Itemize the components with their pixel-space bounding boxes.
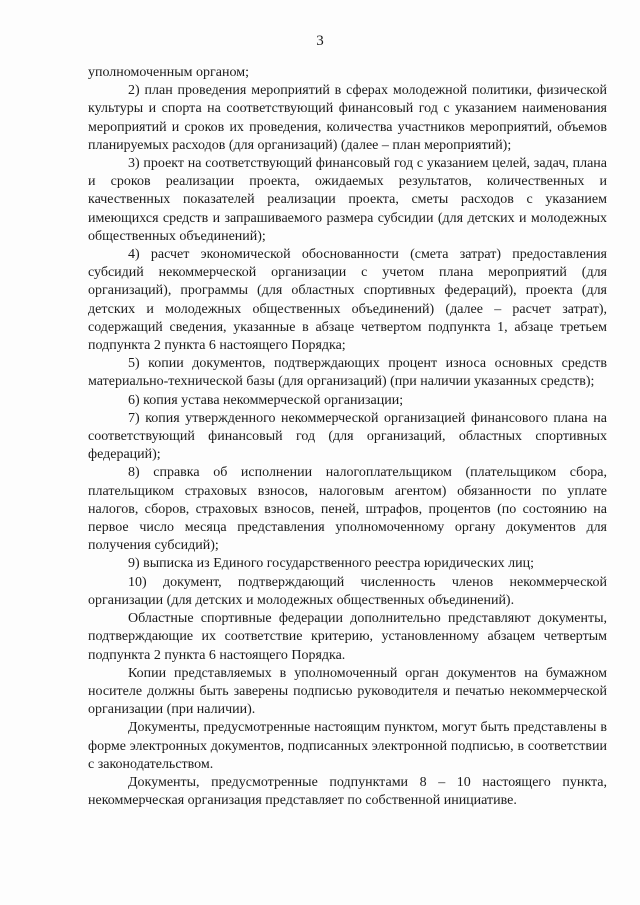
paragraph-copies-certification: Копии представляемых в уполномоченный орган документов на бумажном носителе должны быть заверены подписью руководителя и печатью некоммерческой организации (при наличии). — [88, 665, 607, 718]
paragraph-continuation: уполномоченным органом; — [88, 65, 249, 80]
paragraph-electronic-documents: Документы, предусмотренные настоящим пунктом, могут быть представлены в форме электронных документов, подписанных электронной подписью, в соответствии с законодательством. — [88, 720, 607, 772]
list-item-10-membership: 10) документ, подтверждающий численность членов некоммерческой организации (для детских и молодежных общественных объединений). — [88, 574, 607, 608]
paragraph-sport-federations: Областные спортивные федерации дополнительно представляют документы, подтверждающие их соответствие критерию, установленному абзацем четвертым подпункта 2 пункта 6 настоящего Порядка. — [88, 611, 607, 663]
paragraph-own-initiative: Документы, предусмотренные подпунктами 8 – 10 настоящего пункта, некоммерческая организация представляет по собственной инициативе. — [88, 774, 607, 809]
list-item-9-registry-extract: 9) выписка из Единого государственного реестра юридических лиц; — [128, 556, 534, 572]
list-item-6-charter: 6) копия устава некоммерческой организации; — [128, 392, 404, 408]
list-item-5-copies: 5) копии документов, подтверждающих процент износа основных средств материально-технической базы (для организаций) (при наличии указанных средств); — [88, 356, 607, 390]
list-item-8-tax-certificate: 8) справка об исполнении налогоплательщиком (плательщиком сбора, плательщиком страховых взносов, налоговым агентом) обязанности по уплате налогов, сборов, страховых взносов, пеней, штрафов, процентов (по состоянию на первое число месяца представления уполномоченному органу документов для получения субсидий); — [88, 465, 607, 554]
list-item-4-calculation: 4) расчет экономической обоснованности (смета затрат) предоставления субсидий некоммерческой организации с учетом плана мероприятий (для организаций), программы (для областных спортивных федераций), проекта (для детских и молодежных общественных объединений) (далее – расчет затрат), содержащий сведения, указанные в абзаце четвертом подпункта 1, абзаце третьем подпункта 2 пункта 6 настоящего Порядка; — [88, 247, 607, 354]
page-number: 3 — [316, 33, 324, 49]
document-body — [88, 64, 607, 810]
list-item-7-financial-plan: 7) копия утвержденного некоммерческой организацией финансового плана на соответствующий финансовый год (для организаций, областных спортивных федераций); — [88, 410, 607, 463]
list-item-2-plan: 2) план проведения мероприятий в сферах молодежной политики, физической культуры и спорта на соответствующий финансовый год с указанием наименования мероприятий и сроков их проведения, количества участников мероприятий, объемов планируемых расходов (для организаций) (далее – план мероприятий); — [88, 83, 607, 153]
list-item-3-project: 3) проект на соответствующий финансовый год с указанием целей, задач, плана и сроков реализации проекта, ожидаемых результатов, количественных и качественных показателей реализации проекта, сметы расходов с указанием имеющихся средств и запрашиваемого размера субсидии (для детских и молодежных общественных объединений); — [88, 156, 607, 244]
